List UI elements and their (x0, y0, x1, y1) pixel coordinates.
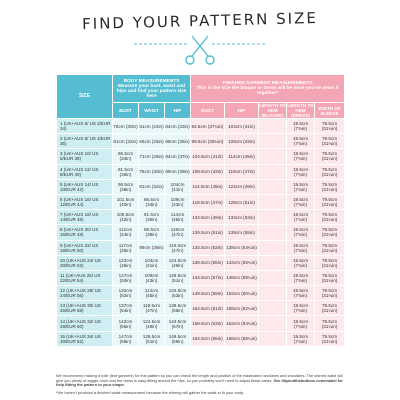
table-row (57, 316, 345, 331)
value-cell: 19.5cm (7¾in) (287, 194, 315, 209)
value-cell: 79.5cm (31¼in) (315, 316, 345, 331)
value-cell: 19.5cm (7¾in) (287, 286, 315, 301)
size-header: SIZE (57, 75, 113, 119)
value-cell: 119cm (47in) (225, 164, 259, 179)
table-row (57, 225, 345, 240)
value-cell: 119.5cm (47in) (191, 194, 225, 209)
value-cell: 99cm (39in) (139, 240, 165, 255)
value-cell: 61cm (24in) (139, 119, 165, 134)
value-cell: 114.5cm (45in) (191, 179, 225, 194)
value-cell: 114cm (45in) (139, 286, 165, 301)
size-cell: 9 (UK+AUS 22/ US 18/EUR 50) (57, 240, 113, 255)
value-cell: 154.5cm (61in) (191, 301, 225, 316)
value-cell: 89cm (35in) (165, 134, 191, 149)
value-cell: 96.5cm (38in) (113, 179, 139, 194)
value-cell: 71cm (28in) (139, 149, 165, 164)
value-cell: 96.5cm (38in) (139, 225, 165, 240)
value-cell (259, 316, 287, 331)
value-cell: 19.5cm (7¾in) (287, 255, 315, 270)
value-cell: 76cm (30in) (113, 119, 139, 134)
value-cell: 144.5cm (57in) (191, 270, 225, 285)
value-cell: 79.5cm (31¼in) (315, 270, 345, 285)
value-cell: 19.5cm (7¾in) (287, 164, 315, 179)
body-header-text: Measure your bust, waist and hips and find your pattern size here (116, 83, 187, 99)
value-cell: 81cm (32in) (139, 179, 165, 194)
value-cell: 79.5cm (31¼in) (315, 301, 345, 316)
value-cell: 138cm (54¼in) (225, 240, 259, 255)
value-cell: 148cm (58¼in) (225, 270, 259, 285)
body-col-header: WAIST (139, 103, 165, 119)
value-cell: 124.5cm (49in) (191, 210, 225, 225)
value-cell: 134.5cm (53in) (165, 286, 191, 301)
value-cell: 79.5cm (31¼in) (315, 331, 345, 346)
value-cell: 79.5cm (31¼in) (315, 119, 345, 134)
value-cell: 144.5cm (57in) (165, 316, 191, 331)
value-cell: 149.5cm (59in) (165, 331, 191, 346)
value-cell: 139.5cm (55in) (165, 301, 191, 316)
table-row (57, 164, 345, 179)
value-cell: 19.5cm (7¾in) (287, 210, 315, 225)
value-cell: 109.5cm (43in) (191, 164, 225, 179)
value-cell: 19.5cm (7¾in) (287, 316, 315, 331)
value-cell: 129.5cm (51in) (139, 331, 165, 346)
value-cell: 124.5cm (49in) (139, 316, 165, 331)
value-cell: 19.5cm (7¾in) (287, 301, 315, 316)
table-row (57, 240, 345, 255)
table-row (57, 134, 345, 149)
value-cell: 94cm (37in) (165, 149, 191, 164)
value-cell (259, 225, 287, 240)
finished-col-header: BUST (191, 103, 225, 119)
value-cell: 19.5cm (7¾in) (287, 331, 315, 346)
value-cell: 104cm (41in) (225, 119, 259, 134)
value-cell: 79.5cm (31¼in) (315, 225, 345, 240)
value-cell: 119.5cm (47in) (165, 240, 191, 255)
value-cell: 109cm (43in) (225, 134, 259, 149)
value-cell: 163cm (64¼in) (225, 316, 259, 331)
size-cell: 2 (UK+AUS 8/ US 4/EUR 36) (57, 134, 113, 149)
value-cell: 91.5cm (36in) (113, 164, 139, 179)
value-cell: 149.5cm (59in) (191, 286, 225, 301)
value-cell: 79.5cm (31¼in) (315, 286, 345, 301)
value-cell: 19.5cm (7¾in) (287, 149, 315, 164)
size-cell: 14 (UK+AUS 32/ US 28/EUR 60) (57, 316, 113, 331)
value-cell: 109cm (43in) (139, 270, 165, 285)
value-cell: 109cm (43in) (165, 194, 191, 209)
value-cell (259, 179, 287, 194)
finished-col-header: HIP (225, 103, 259, 119)
value-cell: 79.5cm (31¼in) (315, 210, 345, 225)
value-cell (259, 301, 287, 316)
body-col-header: HIP (165, 103, 191, 119)
size-cell: 3 (UK+AUS 10/ US 6/EUR 38) (57, 149, 113, 164)
value-cell: 86.5cm (34in) (139, 194, 165, 209)
value-cell: 134cm (53in) (225, 210, 259, 225)
value-cell: 139.5cm (55in) (191, 255, 225, 270)
body-header-title: BODY MEASUREMENTS (123, 78, 180, 84)
body-measurements-header (113, 75, 191, 103)
value-cell: 19.5cm (7¾in) (287, 225, 315, 240)
value-cell: 104.5cm (41in) (191, 149, 225, 164)
value-cell (259, 286, 287, 301)
value-cell: 79.5cm (31¼in) (315, 240, 345, 255)
finished-col-header: LENGTH TO HEM (DRESS) (287, 103, 314, 118)
size-table (56, 74, 345, 347)
value-cell (259, 210, 287, 225)
value-cell: 91.5cm (36in) (139, 210, 165, 225)
size-cell: 12 (UK+AUS 28/ US 24/EUR 56) (57, 286, 113, 301)
value-cell (259, 164, 287, 179)
value-cell: 66cm (26in) (139, 134, 165, 149)
size-cell: 7 (UK+AUS 18/ US 14/EUR 46) (57, 210, 113, 225)
size-cell: 11 (UK+AUS 26/ US 22/EUR 54) (57, 270, 113, 285)
value-cell: 106.5cm (42in) (113, 210, 139, 225)
finished-header-title: FINISHED GARMENT MEASUREMENTS (222, 81, 313, 86)
value-cell: 124cm (49in) (225, 179, 259, 194)
size-cell: 6 (UK+AUS 16/ US 12/EUR 44) (57, 194, 113, 209)
size-cell: 13 (UK+AUS 30/ US 26/EUR 58) (57, 301, 113, 316)
value-cell: 101.5cm (40in) (113, 194, 139, 209)
finished-col-header: WIDTH OF SLEEVE (315, 103, 345, 119)
value-cell: 79.5cm (31¼in) (315, 194, 345, 209)
value-cell (259, 270, 287, 285)
value-cell: 79.5cm (31¼in) (315, 255, 345, 270)
value-cell: 99cm (39in) (165, 164, 191, 179)
value-cell (259, 331, 287, 346)
value-cell: 104cm (41in) (139, 255, 165, 270)
value-cell: 19.5cm (7¾in) (287, 240, 315, 255)
value-cell: 114cm (45in) (225, 149, 259, 164)
value-cell: 19.5cm (7¾in) (287, 179, 315, 194)
table-row (57, 210, 345, 225)
value-cell (259, 119, 287, 134)
value-cell: 104cm (41in) (165, 179, 191, 194)
value-cell: 84cm (33in) (165, 119, 191, 134)
value-cell: 19.5cm (7¾in) (287, 270, 315, 285)
size-cell: 15 (UK+AUS 34/ US 30/EUR 62) (57, 331, 113, 346)
value-cell: 142cm (56in) (113, 316, 139, 331)
note-fitting: We recommend making a toile (test garment) for this pattern so you can check the length and position of the elasticated necklines and shoulders. The shirred waist will give you plenty of wiggle room and the dress is easy-fitting around the hips, so you probably won't need to adjust these areas. (56, 373, 343, 383)
value-cell: 117cm (46in) (113, 240, 139, 255)
note-link[interactable]: See tillyandthebuttons.com/mabel for help fitting the pattern to your shape. (56, 377, 343, 388)
table-row (57, 149, 345, 164)
value-cell: 129.5cm (51in) (191, 225, 225, 240)
table-row (57, 331, 345, 346)
value-cell (259, 134, 287, 149)
page-title: FIND YOUR PATTERN SIZE (81, 8, 319, 34)
value-cell: 137cm (54in) (113, 301, 139, 316)
value-cell: 79.5cm (31¼in) (315, 179, 345, 194)
table-row (57, 255, 345, 270)
value-cell: 139cm (55in) (225, 225, 259, 240)
value-cell: 79.5cm (31¼in) (315, 134, 345, 149)
table-row (57, 194, 345, 209)
table-row (57, 179, 345, 194)
size-cell: 1 (UK+AUS 6/ US 2/EUR 34) (57, 119, 113, 134)
value-cell (259, 255, 287, 270)
value-cell: 94.5cm (37¼in) (191, 119, 225, 134)
value-cell: 112cm (44in) (113, 225, 139, 240)
value-cell: 134.5cm (53in) (191, 240, 225, 255)
size-cell: 8 (UK+AUS 20/ US 16/EUR 48) (57, 225, 113, 240)
value-cell: 81cm (32in) (113, 134, 139, 149)
size-cell: 10 (UK+AUS 24/ US 20/EUR 52) (57, 255, 113, 270)
value-cell: 122cm (48in) (113, 255, 139, 270)
value-cell: 159.5cm (63in) (191, 316, 225, 331)
value-cell (259, 149, 287, 164)
table-row (57, 119, 345, 134)
value-cell: 119cm (47in) (165, 225, 191, 240)
value-cell: 129.5cm (51in) (165, 270, 191, 285)
size-cell: 5 (UK+AUS 14/ US 10/EUR 42) (57, 179, 113, 194)
value-cell: 76cm (30in) (139, 164, 165, 179)
value-cell: 79.5cm (31¼in) (315, 149, 345, 164)
value-cell: 99.5cm (39¼in) (191, 134, 225, 149)
note-waist: *We haven't provided a finished waist measurement because the shirring will gather the waist to fit your body. (56, 390, 244, 395)
notes (56, 374, 344, 388)
size-cell: 4 (UK+AUS 12/ US 8/EUR 40) (57, 164, 113, 179)
value-cell: 168cm (66¼in) (225, 331, 259, 346)
table-row (57, 301, 345, 316)
value-cell: 19.5cm (7¾in) (287, 134, 315, 149)
value-cell: 124.5cm (49in) (165, 255, 191, 270)
value-cell: 147cm (58in) (113, 331, 139, 346)
value-cell: 86.5cm (34in) (113, 149, 139, 164)
finished-measurements-header (191, 75, 345, 103)
title-area (0, 8, 400, 72)
value-cell: 143cm (56¼in) (225, 255, 259, 270)
scissors-icon (132, 34, 268, 68)
value-cell: 129cm (51in) (225, 194, 259, 209)
table-row (57, 286, 345, 301)
value-cell: 79.5cm (31¼in) (315, 164, 345, 179)
finished-col-header: LENGTH TO HEM (BLOUSE) (259, 103, 286, 118)
value-cell: 153cm (60¼in) (225, 286, 259, 301)
value-cell: 19.5cm (7¾in) (287, 119, 315, 134)
value-cell: 164.5cm (65in) (191, 331, 225, 346)
value-cell: 158cm (62¼in) (225, 301, 259, 316)
value-cell: 132cm (52in) (113, 286, 139, 301)
value-cell: 114cm (45in) (165, 210, 191, 225)
finished-header-text: This is the size the blouse or dress will be once you've sewn it together* (196, 86, 339, 96)
value-cell (259, 194, 287, 209)
value-cell (259, 240, 287, 255)
table-row (57, 270, 345, 285)
value-cell: 119.5cm (47in) (139, 301, 165, 316)
value-cell: 127cm (50in) (113, 270, 139, 285)
body-col-header: BUST (113, 103, 139, 119)
